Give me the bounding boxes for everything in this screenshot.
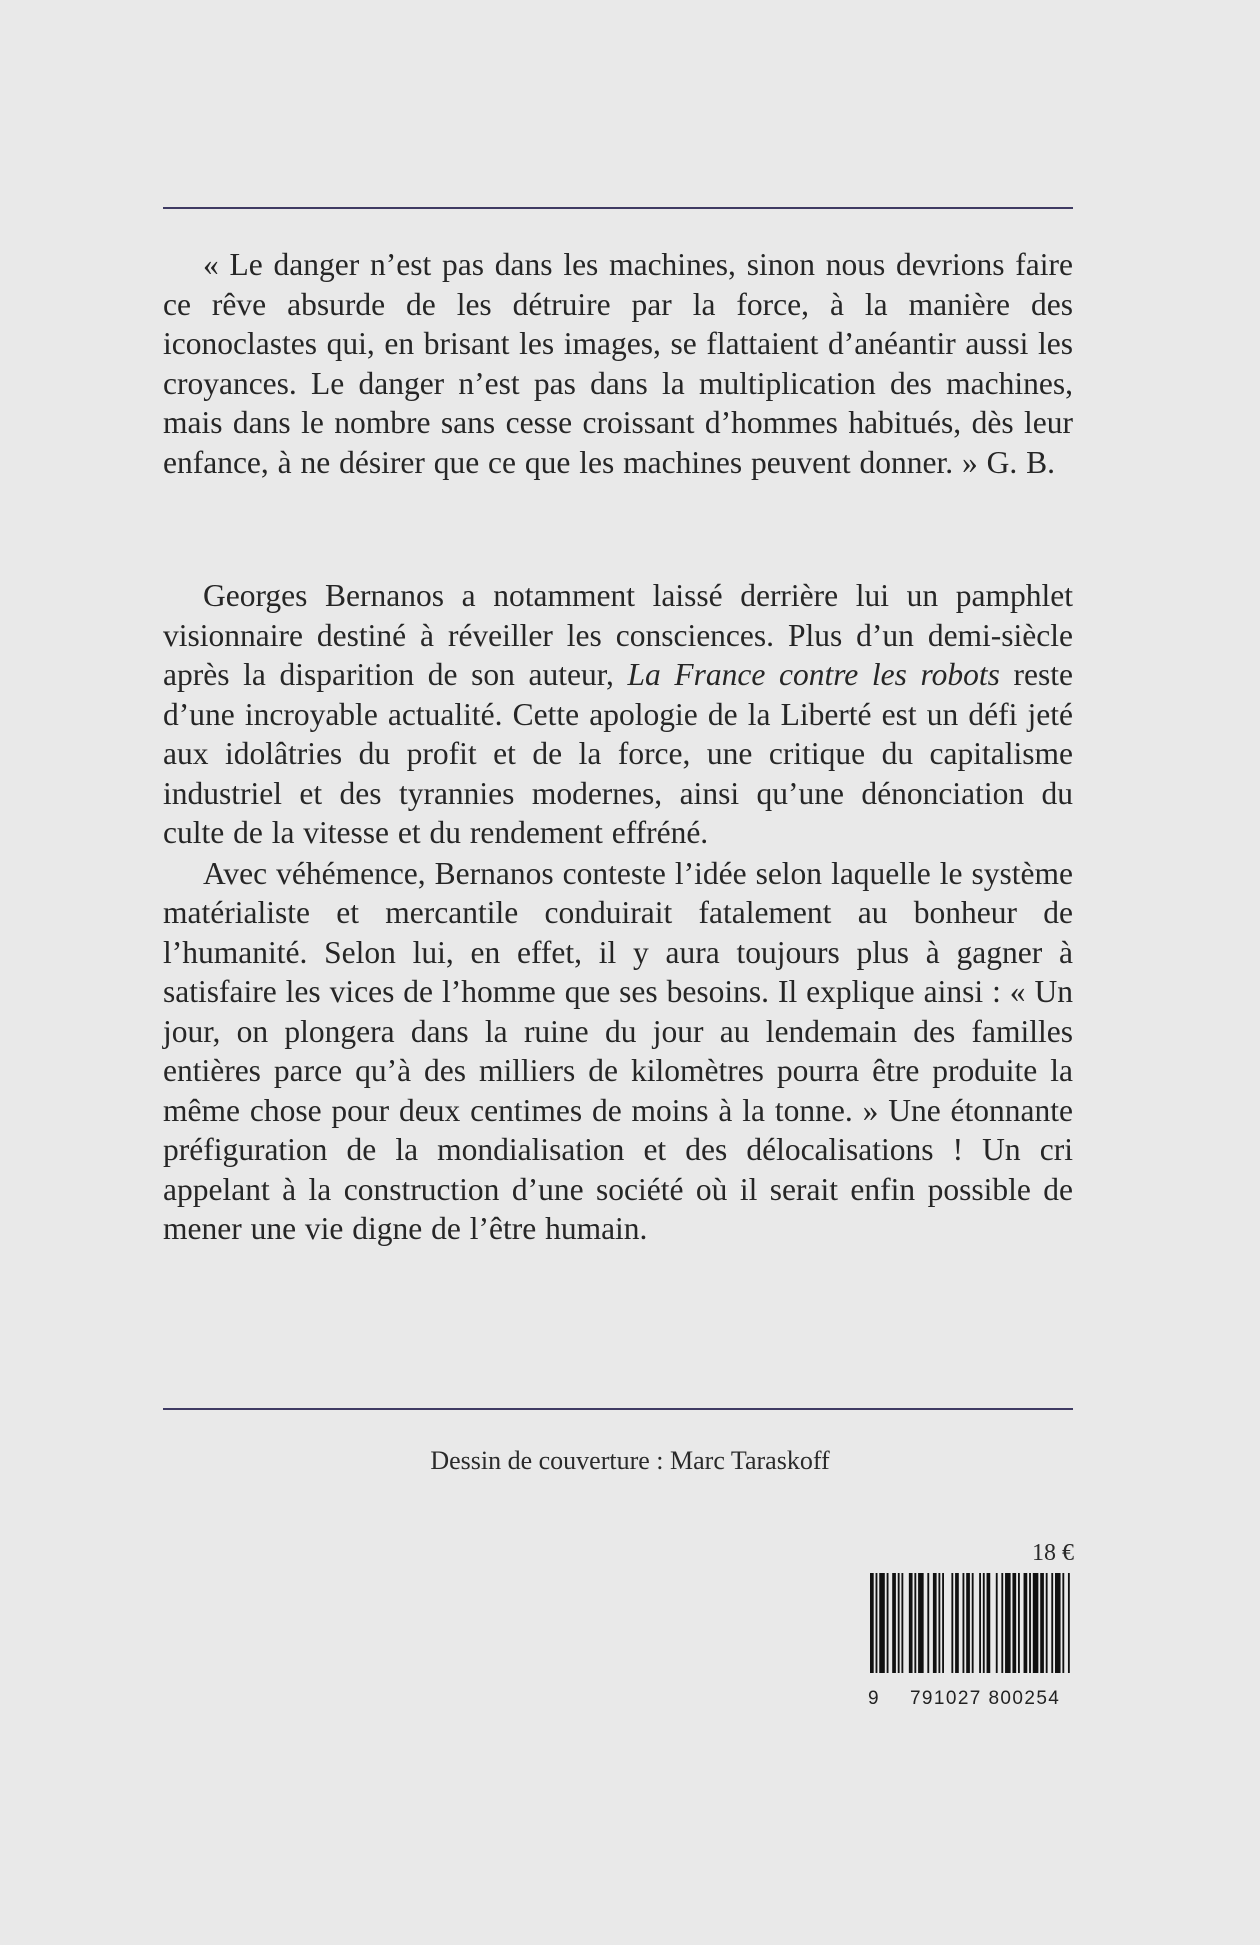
barcode-bar (1055, 1573, 1061, 1673)
barcode-bar (1046, 1573, 1048, 1673)
barcode-bar (951, 1573, 953, 1673)
barcode-bar (1068, 1573, 1070, 1673)
barcode-bar (901, 1573, 903, 1673)
barcode-bar (870, 1573, 874, 1673)
quote-text: « Le danger n’est pas dans les machines, sinon nous devrions faire ce rêve absurde de les détruire par la force, à la manière des iconoclastes qui, en brisant les images, se flattaient d’anéantir aussi les croyances. Le danger n’est pas dans la multiplication des machines, mais dans le nombre sans cesse croissant d’hommes habitués, dès leur enfance, à ne désirer que ce que les machines peuvent donner. » G. B. (163, 247, 1073, 480)
barcode-bar (1029, 1573, 1031, 1673)
barcode-bar (1012, 1573, 1016, 1673)
bernanos-quote (163, 245, 1073, 482)
barcode-bar (996, 1573, 998, 1673)
barcode-bar (966, 1573, 970, 1673)
barcode-bar (892, 1573, 896, 1673)
barcode-bar (909, 1573, 913, 1673)
barcode-digits: 791027 800254 (909, 1688, 1061, 1709)
barcode-bar (987, 1573, 991, 1673)
cover-credit: Dessin de couverture : Marc Taraskoff (430, 1446, 830, 1475)
isbn-barcode (868, 1573, 1075, 1673)
barcode-bar (979, 1573, 981, 1673)
barcode-bar (972, 1573, 974, 1673)
barcode-bar (983, 1573, 985, 1673)
barcode-bar (918, 1573, 924, 1673)
barcode-bar (942, 1573, 944, 1673)
description-paragraph-2: Avec véhémence, Bernanos conteste l’idée selon laquelle le système matérialiste et mercantile conduirait fatalement au bonheur de l’humanité. Selon lui, en effet, il y aura toujours plus à gagner à satisfaire les vices de l’homme que ses besoins. Il explique ainsi : « Un jour, on plongera dans la ruine du jour au lendemain des familles entières parce qu’à des milliers de kilomètres pourra être produite la même chose pour deux centimes de moins à la tonne. » Une étonnante préfiguration de la mondialisation et des délocalisations ! Un cri appelant à la construction d’une société où il serait enfin possible de mener une vie digne de l’être humain. (163, 855, 1073, 1246)
barcode-bar (1062, 1573, 1064, 1673)
barcode-bar (914, 1573, 916, 1673)
price-label: 18 € (1032, 1540, 1074, 1566)
barcode-bar (1051, 1573, 1053, 1673)
barcode-bar (955, 1573, 959, 1673)
barcode-bar (938, 1573, 940, 1673)
barcode-bar (876, 1573, 878, 1673)
barcode-bar (1005, 1573, 1011, 1673)
barcode-bar (927, 1573, 929, 1673)
book-title: La France contre les robots (627, 657, 1000, 692)
top-divider (163, 207, 1073, 209)
back-cover-description (163, 576, 1073, 1249)
paragraph-1-rest: reste d’une incroyable actualité. Cette apologie de la Liberté est un défi jeté aux idolâtries du profit et de la force, une critique du capitalisme industriel et des tyrannies modernes, ainsi qu’une dénonciation du culte de la vitesse et du rendement effréné. (163, 657, 1073, 850)
barcode-bar (1018, 1573, 1020, 1673)
description-paragraph-1 (163, 576, 1073, 853)
barcode-bar (1033, 1573, 1039, 1673)
barcode-number (868, 1688, 1075, 1710)
paragraph-1-intro: Georges Bernanos a notamment laissé derrière lui un pamphlet visionnaire destiné à réveiller les consciences. Plus d’un demi-siècle après la disparition de son auteur, (163, 578, 1073, 692)
barcode-bar (1040, 1573, 1044, 1673)
barcode-first-digit: 9 (868, 1688, 880, 1709)
barcode-bar (933, 1573, 937, 1673)
barcode-bar (887, 1573, 889, 1673)
barcode-bar (879, 1573, 885, 1673)
barcode-bar (898, 1573, 900, 1673)
barcode-bar (1024, 1573, 1028, 1673)
barcode-bar (1001, 1573, 1003, 1673)
bottom-divider (163, 1408, 1073, 1410)
barcode-bar (963, 1573, 965, 1673)
